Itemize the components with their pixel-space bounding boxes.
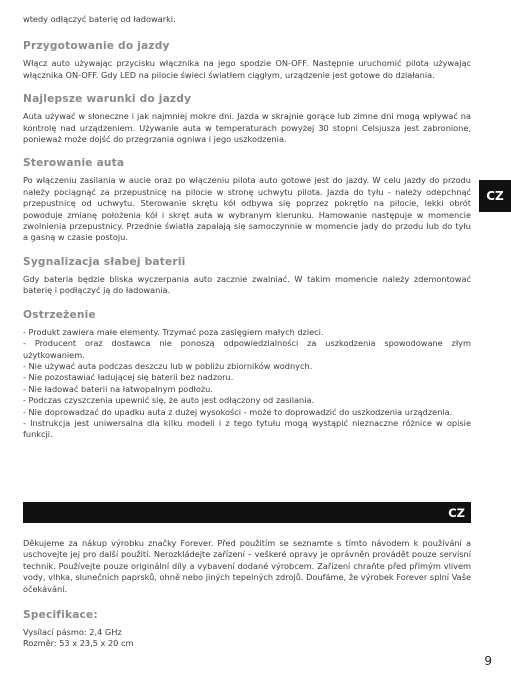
intro-line: wtedy odłączyć baterię od ładowarki.: [23, 14, 176, 24]
warnings-heading: Ostrzeżenie: [23, 308, 96, 321]
section-text-conditions: Auta używać w słoneczne i jak najmniej mokre dni. Jazda w skrajnie gorące lub zimne dni mogą wpływać na kontrolę nad urządzeniem. Używanie auta w temperaturach powyżej 30 stopni Celsjusza jest zabronione, ponieważ może dojść do przegrzania ogniwa i jego uszkodzenia.: [23, 111, 471, 145]
section-text-low-battery: Gdy bateria będzie bliska wyczerpania auto zacznie zwalniać. W takim momencie należy zdemontować baterię i podłączyć ją do ładowania.: [23, 273, 471, 296]
warning-item: - Producent oraz dostawca nie ponoszą odpowiedzialności za uszkodzenia spowodowane złym użytkowaniem.: [23, 338, 471, 360]
warnings-list: [23, 327, 471, 441]
language-side-tab: CZ: [479, 180, 511, 212]
czech-section-bar: [23, 502, 471, 523]
czech-bar-label: CZ: [448, 505, 465, 520]
warning-item: - Nie pozostawiać ładującej się baterii bez nadzoru.: [23, 372, 234, 383]
spec-line: Vysílací pásmo: 2,4 GHz: [23, 627, 122, 638]
spec-line: Rozměr: 53 x 23,5 x 20 cm: [23, 638, 134, 649]
section-text-steering: Po włączeniu zasilania w aucie oraz po włączeniu pilota auto gotowe jest do jazdy. W celu jazdy do przodu należy pociągnąć za przepustnicę na pilocie w stronę uchwytu pilota. Jazda do tyłu - należy odepchnąć przepustnicę od uchwytu. Sterowanie skrętu kół odbywa się poprzez pokrętło na pilocie, lekki obrót powoduje zmianę położenia kół i skręt auta w wybranym kierunku. Hamowanie następuje w momencie zwolnienia przepustnicy. Przednie światła zapalają się samoczynnie w momencie jady do przodu lub do tyłu a gasną w czasie postoju.: [23, 175, 471, 243]
page-number: 9: [484, 654, 492, 668]
section-heading-preparation: Przygotowanie do jazdy: [23, 40, 170, 53]
warning-item: - Instrukcja jest uniwersalna dla kilku modeli i z tego tytułu mogą wystąpić nieznaczne różnice w opisie funkcji.: [23, 417, 471, 440]
section-heading-steering: Sterowanie auta: [23, 157, 125, 170]
section-text-preparation: Włącz auto używając przycisku włącznika na jego spodzie ON-OFF. Następnie uruchomić pilota używając włącznika ON-OFF. Gdy LED na pilocie świeci światłem ciągłym, urządzenie jest gotowe do działania.: [23, 58, 471, 80]
warning-item: - Nie używać auta podczas deszczu lub w pobliżu zbiorników wodnych.: [23, 360, 313, 371]
czech-instructions: [23, 538, 471, 650]
warning-item: - Podczas czyszczenia upewnić się, że auto jest odłączony od zasilania.: [23, 395, 315, 406]
section-heading-low-battery: Sygnalizacja słabej baterii: [23, 255, 186, 268]
czech-intro-text: Děkujeme za nákup výrobku značky Forever. Před použitím se seznamte s tímto návodem k používání a uschovejte jej pro další použití. Nerozkládejte zařízení – veškeré opravy je oprávněn provádět pouze servisní technik. Používejte pouze originální díly a vybavení dodané výrobcem. Zařízení chraňte před přímým vlivem vody, vlhka, slunečních paprsků, ohně nebo jiných tepelných zdrojů. Doufáme, že výrobek Forever splní Vaše očekávání.: [23, 538, 471, 594]
polish-instructions: [23, 14, 471, 441]
section-heading-conditions: Najlepsze warunki do jazdy: [23, 93, 192, 106]
warning-item: - Nie doprowadzać do upadku auta z dużej wysokości - może to doprowadzić do uszkodzenia urządzenia.: [23, 406, 453, 417]
warning-item: - Produkt zawiera małe elementy. Trzymać poza zasięgiem małych dzieci.: [23, 326, 324, 337]
spec-heading: Specifikace:: [23, 609, 98, 622]
warning-item: - Nie ładować baterii na łatwopalnym podłożu.: [23, 383, 213, 394]
